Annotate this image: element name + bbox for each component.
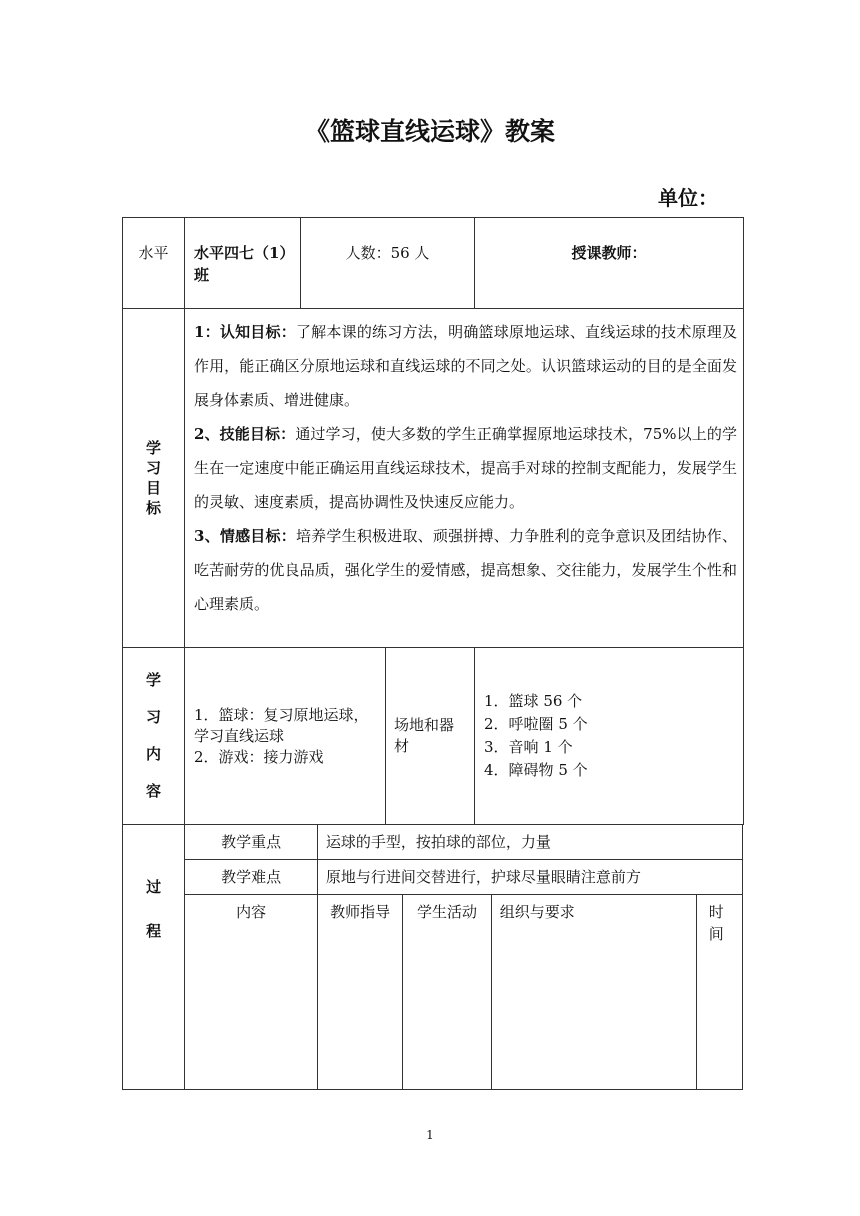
objectives-row (123, 309, 744, 648)
objective-heading: 1：认知目标： (194, 323, 296, 341)
objective-item (194, 417, 737, 519)
content-label-char: 内 (145, 745, 161, 763)
class-name: 水平四七（1）班 (185, 218, 301, 309)
process-label-char: 程 (146, 922, 162, 940)
equipment-item: 1．篮球 56 个 (484, 692, 583, 710)
equipment-item: 4．障碍物 5 个 (484, 761, 588, 779)
content-row (123, 648, 744, 825)
content-list (185, 648, 386, 825)
objective-heading: 2、技能目标： (194, 425, 296, 443)
objective-text: 了解本课的练习方法，明确篮球原地运球、直线运球的技术原理及作用，能正确区分原地运球和直线运球的不同之处。认识篮球运动的目的是全面发展身体素质、增进健康。 (194, 323, 738, 409)
content-label-char: 习 (145, 708, 161, 726)
objectives-label-text: 学习目标 (145, 439, 161, 517)
content-label-char: 容 (145, 782, 161, 800)
page-number: 1 (426, 1128, 434, 1142)
process-label-char: 过 (146, 878, 162, 896)
content-label-char: 学 (145, 671, 161, 689)
teacher-label: 授课教师： (475, 218, 744, 309)
column-teacher-guidance: 教师指导 (317, 895, 402, 1090)
column-time-text: 时间 (708, 903, 724, 943)
student-count: 人数：56 人 (301, 218, 475, 309)
header-row (123, 218, 744, 309)
equipment-list (475, 648, 744, 825)
content-line: 1．篮球：复习原地运球，学习直线运球 (194, 705, 369, 745)
objective-item (194, 519, 737, 621)
objective-heading: 3、情感目标： (194, 527, 296, 545)
difficulty-row (123, 860, 743, 895)
key-point-label: 教学重点 (185, 825, 318, 860)
venue-label: 场地和器材 (386, 648, 475, 825)
level-label: 水平 (123, 218, 185, 309)
objective-item (194, 315, 737, 417)
process-columns-row (123, 895, 743, 1090)
objectives-label (123, 309, 185, 648)
column-time (696, 895, 742, 1090)
column-student-activity: 学生活动 (403, 895, 491, 1090)
equipment-item: 3．音响 1 个 (484, 738, 573, 756)
document-title: 《篮球直线运球》教案 (304, 117, 555, 146)
key-point-text: 运球的手型，按拍球的部位，力量 (317, 825, 742, 860)
equipment-item: 2．呼啦圈 5 个 (484, 715, 588, 733)
unit-label: 单位： (658, 186, 718, 210)
content-line: 2．游戏：接力游戏 (194, 747, 324, 766)
process-label (123, 825, 185, 1090)
column-organization: 组织与要求 (491, 895, 696, 1090)
key-point-row (123, 825, 743, 860)
difficulty-label: 教学难点 (185, 860, 318, 895)
objective-text: 培养学生积极进取、顽强拼搏、力争胜利的竞争意识及团结协作、吃苦耐劳的优良品质，强化学生的爱情感，提高想象、交往能力，发展学生个性和心理素质。 (194, 527, 738, 613)
objective-text: 通过学习，使大多数的学生正确掌握原地运球技术，75%以上的学生在一定速度中能正确运用直线运球技术，提高手对球的控制支配能力，发展学生的灵敏、速度素质，提高协调性及快速反应能力。 (194, 425, 738, 511)
objectives-content (185, 309, 744, 648)
column-content: 内容 (185, 895, 318, 1090)
process-table (122, 824, 743, 1090)
lesson-plan-table (122, 217, 744, 825)
content-label (123, 648, 185, 825)
difficulty-text: 原地与行进间交替进行，护球尽量眼睛注意前方 (317, 860, 742, 895)
